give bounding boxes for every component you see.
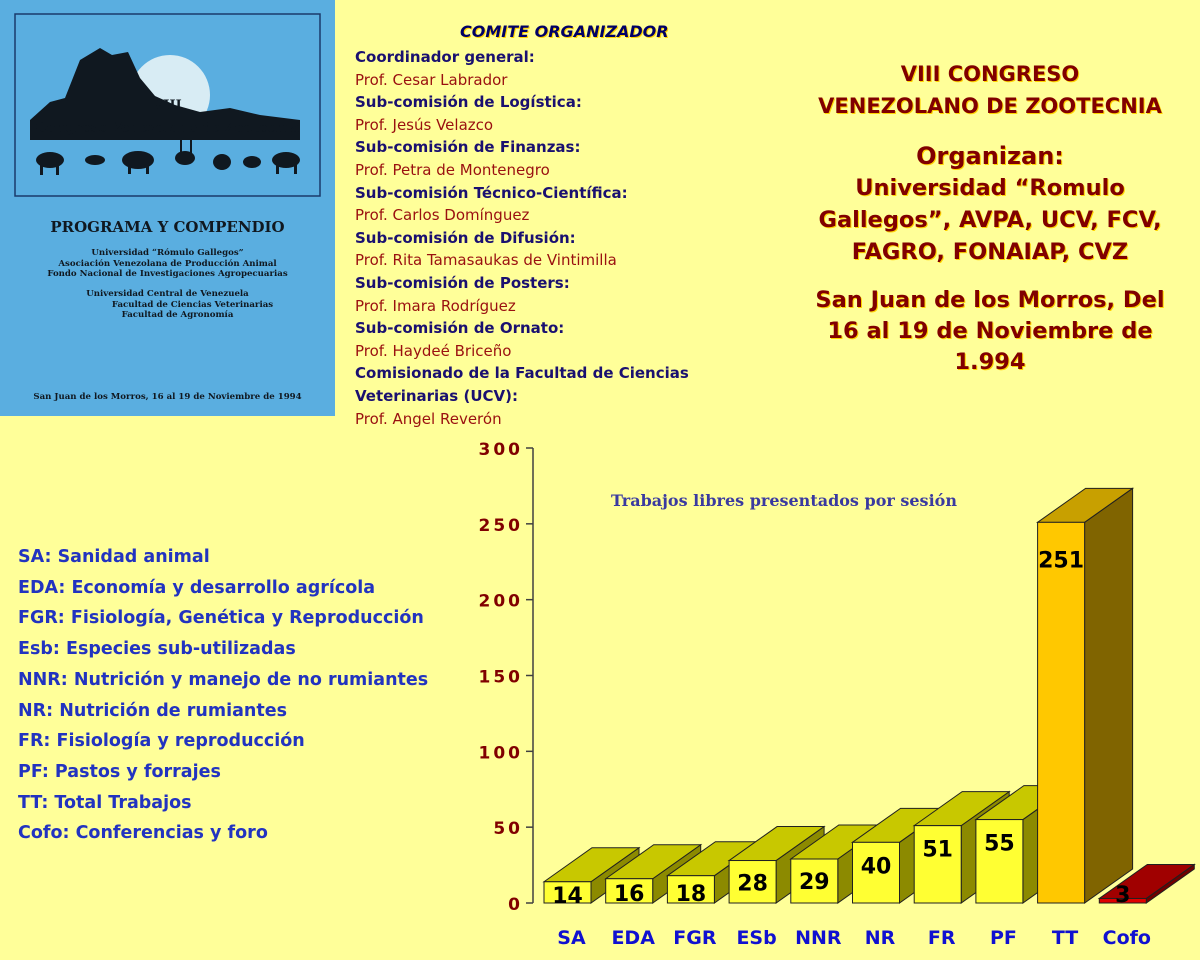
- cover-org-line: Universidad “Rómulo Gallegos”: [91, 248, 244, 258]
- organizers-line: Universidad “Romulo: [855, 175, 1125, 201]
- x-category-label: SA: [557, 927, 586, 949]
- venue-date-line: 1.994: [954, 349, 1026, 375]
- legend-item: SA: Sanidad animal: [18, 547, 210, 567]
- y-tick-label: 100: [478, 743, 523, 764]
- bar-data-label: 18: [675, 882, 707, 907]
- committee-heading: COMITE ORGANIZADOR: [460, 22, 669, 41]
- legend-item: EDA: Economía y desarrollo agrícola: [18, 577, 376, 598]
- committee-member: Prof. Imara Rodríguez: [355, 296, 516, 315]
- legend-item: NNR: Nutrición y manejo de no rumiantes: [18, 669, 429, 690]
- committee-role: Sub-comisión Técnico-Científica:: [355, 183, 628, 202]
- committee-member: Prof. Rita Tamasaukas de Vintimilla: [355, 251, 617, 270]
- y-tick-label: 150: [478, 667, 523, 688]
- bar-side: [1085, 488, 1133, 903]
- x-category-label: Cofo: [1102, 927, 1151, 949]
- bar-data-label: 3: [1115, 883, 1131, 908]
- legend-item: Esb: Especies sub-utilizadas: [18, 639, 296, 660]
- bar-data-label: 40: [860, 854, 892, 880]
- congress-title-line: VENEZOLANO DE ZOOTECNIA: [818, 94, 1162, 118]
- congress-title-line: VIII CONGRESO: [900, 62, 1080, 86]
- committee-role: Sub-comisión de Posters:: [355, 274, 570, 292]
- cover-org-line: Facultad de Agronomía: [121, 310, 234, 320]
- legend-item: Cofo: Conferencias y foro: [18, 823, 268, 844]
- bar-data-label: 16: [613, 882, 645, 907]
- committee-role: Comisionado de la Facultad de Ciencias: [355, 364, 689, 383]
- committee-role: Sub-comisión de Ornato:: [355, 319, 565, 338]
- committee-role: Sub-comisión de Logística:: [355, 93, 582, 112]
- committee-member: Prof. Cesar Labrador: [355, 70, 508, 89]
- bar-front: [1038, 522, 1085, 903]
- committee-role: Veterinarias (UCV):: [355, 387, 518, 405]
- bar-data-label: 28: [737, 871, 768, 897]
- legend-item: PF: Pastos y forrajes: [18, 761, 221, 782]
- cover-org-line: Fondo Nacional de Investigaciones Agropecuarias: [47, 269, 288, 279]
- legend-item: TT: Total Trabajos: [18, 792, 192, 813]
- venue-date-line: San Juan de los Morros, Del: [815, 287, 1165, 313]
- chart-title: Trabajos libres presentados por sesión: [611, 491, 957, 510]
- committee-role: Coordinador general:: [355, 48, 535, 66]
- x-category-label: ESb: [736, 927, 777, 949]
- committee-member: Prof. Carlos Domínguez: [355, 206, 530, 225]
- organizers-line: FAGRO, FONAIAP, CVZ: [851, 239, 1129, 265]
- y-tick-label: 200: [478, 591, 523, 612]
- cover-title: Congreso Venezolano de Zootecnia: [35, 120, 300, 136]
- x-category-label: EDA: [611, 927, 655, 949]
- x-category-label: FR: [927, 927, 956, 949]
- bar-data-label: 51: [922, 837, 954, 863]
- x-category-label: FGR: [673, 927, 717, 949]
- committee-member: Prof. Jesús Velazco: [355, 115, 494, 134]
- committee-member: Prof. Angel Reverón: [355, 409, 502, 428]
- x-category-label: TT: [1051, 927, 1079, 949]
- y-tick-label: 300: [478, 440, 523, 460]
- x-category-label: NNR: [795, 927, 842, 949]
- cover-org-line: Asociación Venezolana de Producción Animal: [58, 258, 277, 269]
- y-tick-label: 250: [478, 515, 523, 536]
- cover-org-line: Facultad de Ciencias Veterinarias: [111, 299, 274, 310]
- legend-item: NR: Nutrición de rumiantes: [18, 700, 287, 721]
- bar-tt: [1038, 488, 1133, 903]
- bar-data-label: 251: [1038, 548, 1085, 574]
- y-tick-label: 50: [493, 819, 523, 840]
- bar-data-label: 14: [552, 884, 583, 909]
- committee-member: Prof. Petra de Montenegro: [355, 161, 550, 179]
- committee-role: Sub-comisión de Finanzas:: [355, 138, 581, 157]
- bar-data-label: 55: [984, 831, 1015, 857]
- committee-member: Prof. Haydeé Briceño: [355, 341, 512, 360]
- organizan-label: Organizan:: [916, 142, 1064, 170]
- cover-roman-numeral: VIII: [153, 98, 182, 113]
- x-category-label: PF: [989, 927, 1017, 949]
- organizers-line: Gallegos”, AVPA, UCV, FCV,: [818, 207, 1162, 233]
- bar-data-label: 29: [798, 870, 830, 896]
- venue-date-line: 16 al 19 de Noviembre de: [827, 318, 1153, 344]
- cover-org-line: Universidad Central de Venezuela: [86, 289, 249, 299]
- legend-item: FGR: Fisiología, Genética y Reproducción: [18, 608, 424, 629]
- x-category-label: NR: [864, 927, 896, 949]
- cover-program-title: PROGRAMA Y COMPENDIO: [50, 218, 285, 236]
- cover-footer: San Juan de los Morros, 16 al 19 de Noviembre de 1994: [33, 392, 302, 402]
- legend-item: FR: Fisiología y reproducción: [18, 731, 305, 752]
- y-tick-label: 0: [508, 895, 523, 915]
- committee-role: Sub-comisión de Difusión:: [355, 228, 576, 247]
